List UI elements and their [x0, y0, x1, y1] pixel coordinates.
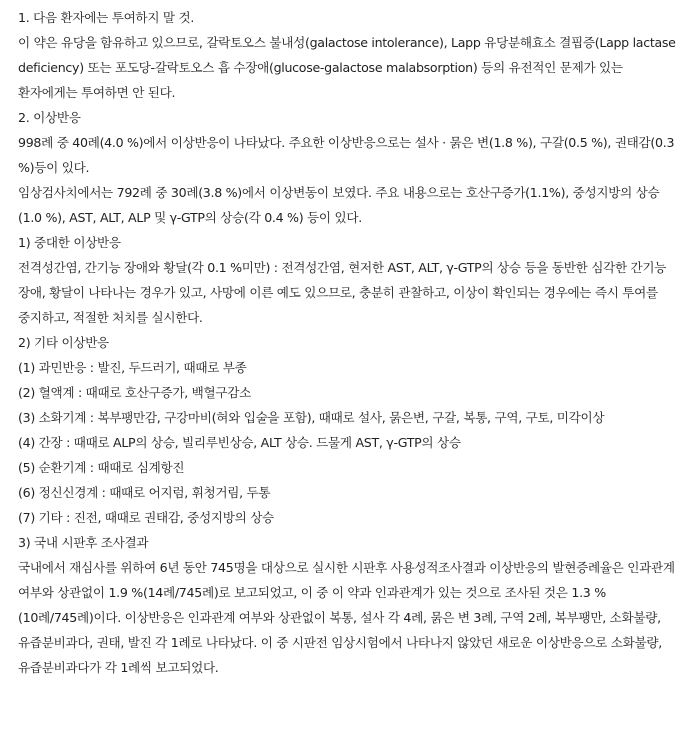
section-heading-adverse-reactions: 2. 이상반응 [18, 110, 81, 125]
list-item-digestive: (3) 소화기계 : 복부팽만감, 구강마비(혀와 입술을 포함), 때때로 설사, 묽은변, 구갈, 복통, 구역, 구토, 미각이상 [18, 410, 605, 425]
subheading-serious-reactions: 1) 중대한 이상반응 [18, 235, 121, 250]
paragraph-clinical-lab-findings: 임상검사치에서는 792례 중 30례(3.8 %)에서 이상변동이 보였다. 주요 내용으로는 호산구증가(1.1%), 중성지방의 상승(1.0 %), AST, ALT, ALP 및 γ-GTP의 상승(각 0.4 %) 등이 있다. [18, 185, 660, 225]
list-item-blood: (2) 혈액계 : 때때로 호산구증가, 백혈구감소 [18, 385, 251, 400]
list-item-other: (7) 기타 : 진전, 때때로 권태감, 중성지방의 상승 [18, 510, 274, 525]
list-item-circulatory: (5) 순환기계 : 때때로 심계항진 [18, 460, 185, 475]
subheading-postmarketing: 3) 국내 시판후 조사결과 [18, 535, 149, 550]
list-item-hypersensitivity: (1) 과민반응 : 발진, 두드러기, 때때로 부종 [18, 360, 247, 375]
paragraph-postmarketing-results: 국내에서 재심사를 위하여 6년 동안 745명을 대상으로 실시한 시판후 사용성적조사결과 이상반응의 발현증례율은 인과관계 여부와 상관없이 1.9 %(14례/745례)로 보고되었고, 이 중 이 약과 인과관계가 있는 것으로 조사된 것은 1.3 %(10례/745례)이다. 이상반응은 인과관계 여부와 상관없이 복통, 설사 각 4례, 묽은 변 3례, 구역 2례, 복부팽만, 소화불량, 유즙분비과다, 권태, 발진 각 1례로 나타났다. 이 중 시판전 임상시험에서 나타나지 않았던 새로운 이상반응으로 소화불량, 유즙분비과다가 각 1례씩 보고되었다. [18, 560, 675, 675]
list-item-neuro: (6) 정신신경계 : 때때로 어지럼, 휘청거림, 두통 [18, 485, 271, 500]
paragraph-lactose-warning: 이 약은 유당을 함유하고 있으므로, 갈락토오스 불내성(galactose intolerance), Lapp 유당분해효소 결핍증(Lapp lactase deficiency) 또는 포도당-갈락토오스 흡 수장애(glucose-galactose malabsorption) 등의 유전적인 문제가 있는 환자에게는 투여하면 안 된다. [18, 35, 676, 100]
paragraph-hepatitis: 전격성간염, 간기능 장애와 황달(각 0.1 %미만) : 전격성간염, 현저한 AST, ALT, γ-GTP의 상승 등을 동반한 심각한 간기능 장애, 황달이 나타나는 경우가 있고, 사망에 이른 예도 있으므로, 충분히 관찰하고, 이상이 확인되는 경우에는 즉시 투여를 중지하고, 적절한 처치를 실시한다. [18, 260, 667, 325]
paragraph-adverse-reaction-summary: 998례 중 40례(4.0 %)에서 이상반응이 나타났다. 주요한 이상반응으로는 설사 · 묽은 변(1.8 %), 구갈(0.5 %), 권태감(0.3 %)등이 있다. [18, 135, 675, 175]
section-heading-contraindications: 1. 다음 환자에는 투여하지 말 것. [18, 10, 195, 25]
subheading-other-reactions: 2) 기타 이상반응 [18, 335, 109, 350]
list-item-liver: (4) 간장 : 때때로 ALP의 상승, 빌리루빈상승, ALT 상승. 드물게 AST, γ-GTP의 상승 [18, 435, 461, 450]
